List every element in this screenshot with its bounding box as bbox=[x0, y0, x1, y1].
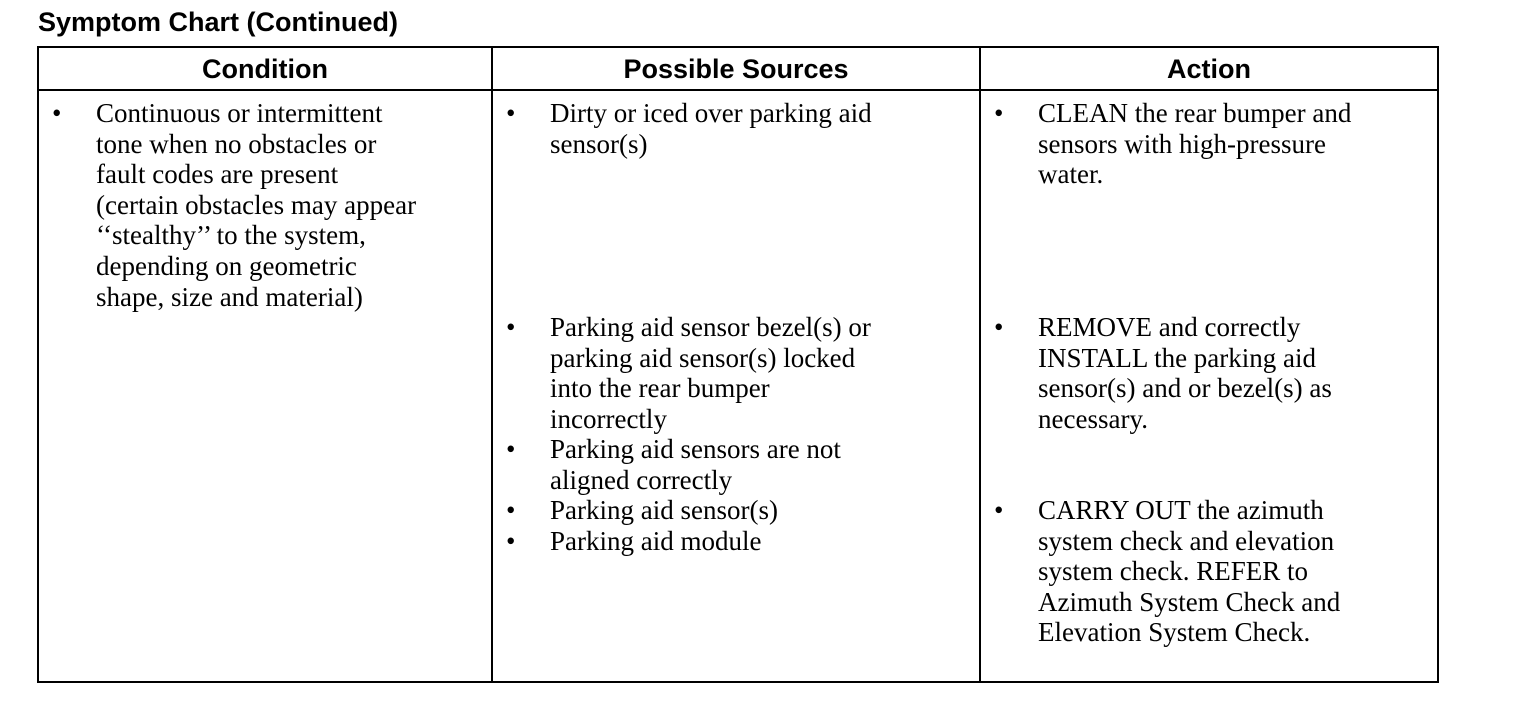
bullet-icon: • bbox=[994, 98, 1004, 128]
column-header-action: Action bbox=[1167, 54, 1251, 84]
action-text: REMOVE and correctly INSTALL the parking aid sensor(s) and or bezel(s) as necessary. bbox=[1038, 312, 1332, 434]
bullet-icon: • bbox=[506, 98, 516, 128]
source-text: Parking aid sensor bezel(s) or parking aid sensor(s) locked into the rear bumper incorrectly bbox=[550, 312, 871, 434]
column-divider-2 bbox=[979, 48, 981, 681]
bullet-icon: • bbox=[994, 495, 1004, 525]
action-text: CLEAN the rear bumper and sensors with high-pressure water. bbox=[1038, 98, 1352, 190]
source-text: Parking aid sensor(s) bbox=[550, 495, 778, 525]
condition-text: Continuous or intermittent tone when no obstacles or fault codes are present (certain obstacles may appear ‘‘stealthy’’ to the system, depending on geometric shape, size and material) bbox=[96, 98, 417, 312]
bullet-icon: • bbox=[506, 495, 516, 525]
header-divider bbox=[39, 89, 1437, 91]
bullet-icon: • bbox=[52, 98, 62, 128]
action-text: CARRY OUT the azimuth system check and elevation system check. REFER to Azimuth System Check and Elevation System Check. bbox=[1038, 495, 1341, 648]
bullet-icon: • bbox=[994, 312, 1004, 342]
column-header-possible-sources: Possible Sources bbox=[623, 54, 849, 84]
column-divider-1 bbox=[491, 48, 493, 681]
source-text: Parking aid module bbox=[550, 526, 762, 556]
column-header-condition: Condition bbox=[202, 54, 328, 84]
source-text: Parking aid sensors are not aligned correctly bbox=[550, 434, 841, 495]
page-title: Symptom Chart (Continued) bbox=[38, 7, 398, 37]
bullet-icon: • bbox=[506, 526, 516, 556]
bullet-icon: • bbox=[506, 312, 516, 342]
symptom-table bbox=[37, 46, 1439, 683]
bullet-icon: • bbox=[506, 434, 516, 464]
source-text: Dirty or iced over parking aid sensor(s) bbox=[550, 98, 872, 159]
